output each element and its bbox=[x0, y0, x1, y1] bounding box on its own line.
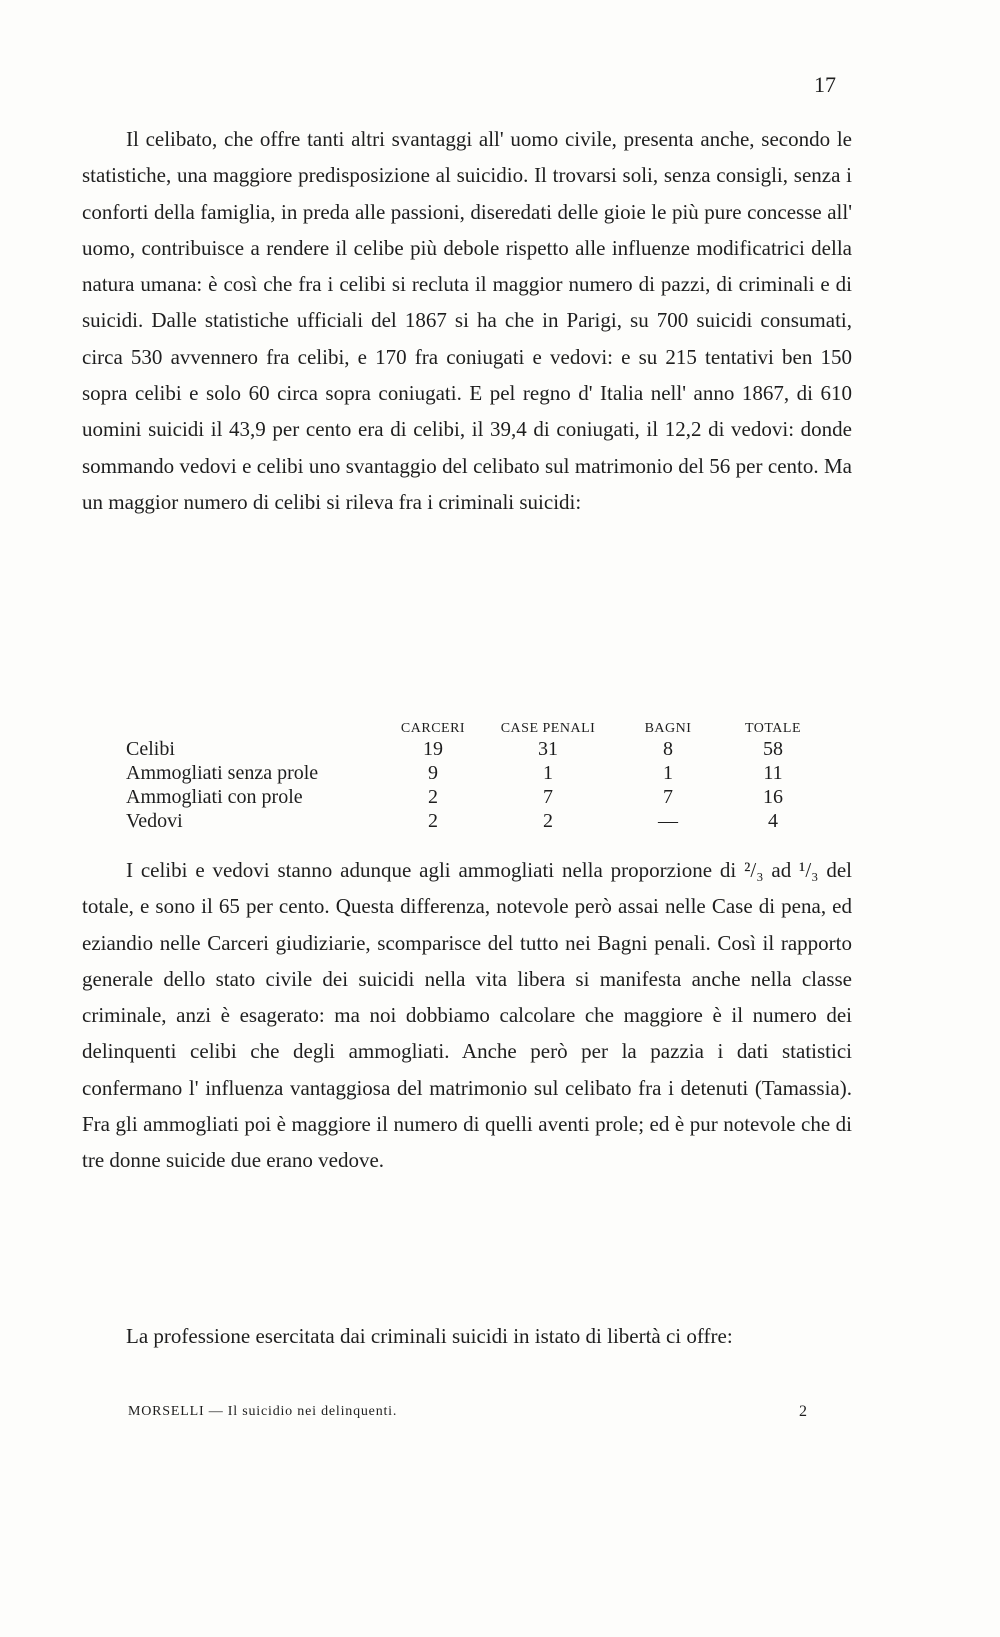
page-number: 17 bbox=[814, 72, 836, 97]
cell-totale: 4 bbox=[768, 810, 778, 832]
cell-bagni: 7 bbox=[663, 786, 673, 808]
cell-case-penali: 2 bbox=[543, 810, 553, 832]
cell-totale: 11 bbox=[763, 762, 783, 784]
cell-carceri: 2 bbox=[428, 786, 438, 808]
row-label: Vedovi bbox=[126, 810, 183, 832]
cell-bagni: — bbox=[658, 810, 678, 832]
cell-case-penali: 1 bbox=[543, 762, 553, 784]
table-row bbox=[126, 737, 828, 761]
table-header-totale: TOTALE bbox=[744, 721, 802, 736]
paragraph-celibato: Il celibato, che offre tanti altri svantaggi all' uomo civile, presenta anche, secondo le statistiche, una maggiore predisposizione al suicidio. Il trovarsi soli, senza consigli, senza i conforti della famiglia, in preda alle passioni, diseredati delle gioie le più pure concesse all' uomo, contribuisce a rendere il celibe più debole rispetto alle influenze modificatrici della natura umana: è così che fra i celibi si recluta il maggior numero di pazzi, di criminali e di suicidi. Dalle statistiche ufficiali del 1867 si ha che in Parigi, su 700 suicidi consumati, circa 530 avvennero fra celibi, e 170 fra coniugati e vedovi: e su 215 tentativi ben 150 sopra celibi e solo 60 circa sopra coniugati. E pel regno d' Italia nell' anno 1867, di 610 uomini suicidi il 43,9 per cento era di celibi, il 39,4 di coniugati, il 12,2 di vedovi: donde sommando vedovi e celibi uno svantaggio del celibato sul matrimonio del 56 per cento. Ma un maggior numero di celibi si rileva fra i criminali suicidi: bbox=[82, 127, 852, 514]
cell-case-penali: 31 bbox=[538, 738, 558, 760]
signature-mark: 2 bbox=[799, 1403, 807, 1420]
table-row bbox=[126, 761, 828, 785]
cell-bagni: 1 bbox=[663, 762, 673, 784]
table-header-row bbox=[126, 713, 828, 737]
cell-carceri: 19 bbox=[423, 738, 443, 760]
table-row bbox=[126, 809, 828, 833]
cell-totale: 58 bbox=[763, 738, 783, 760]
paragraph-proporzione: I celibi e vedovi stanno adunque agli ammogliati nella proporzione di ²/₃ ad ¹/₃ del totale, e sono il 65 per cento. Questa differenza, notevole però assai nelle Case di pena, ed eziandio nelle Carceri giudiziarie, scomparisce del tutto nei Bagni penali. Così il rapporto generale dello stato civile dei suicidi nella vita libera si manifesta anche nella classe criminale, anzi è esagerato: ma noi dobbiamo calcolare che maggiore è il numero dei delinquenti celibi che degli ammogliati. Anche però per la pazzia i dati statistici confermano l' influenza vantaggiosa del matrimonio sul celibato fra i detenuti (Tamassia). Fra gli ammogliati poi è maggiore il numero di quelli aventi prole; ed è pur notevole che di tre donne suicide due erano vedove. bbox=[82, 858, 852, 1173]
row-label: Celibi bbox=[126, 738, 175, 760]
table-header-case-penali: CASE PENALI bbox=[500, 721, 596, 736]
cell-totale: 16 bbox=[763, 786, 783, 808]
paragraph-professione: La professione esercitata dai criminali suicidi in istato di libertà ci offre: bbox=[126, 1324, 733, 1348]
table-header-bagni: BAGNI bbox=[644, 721, 692, 736]
cell-carceri: 2 bbox=[428, 810, 438, 832]
table-header-blank bbox=[126, 713, 388, 737]
table-header-carceri: CARCERI bbox=[400, 721, 466, 736]
cell-carceri: 9 bbox=[428, 762, 438, 784]
running-footer: MORSELLI — Il suicidio nei delinquenti. bbox=[128, 1404, 398, 1419]
row-label: Ammogliati senza prole bbox=[126, 762, 319, 784]
table-row bbox=[126, 785, 828, 809]
cell-bagni: 8 bbox=[663, 738, 673, 760]
row-label: Ammogliati con prole bbox=[126, 786, 303, 808]
cell-case-penali: 7 bbox=[543, 786, 553, 808]
suicide-civil-status-table bbox=[126, 713, 828, 833]
